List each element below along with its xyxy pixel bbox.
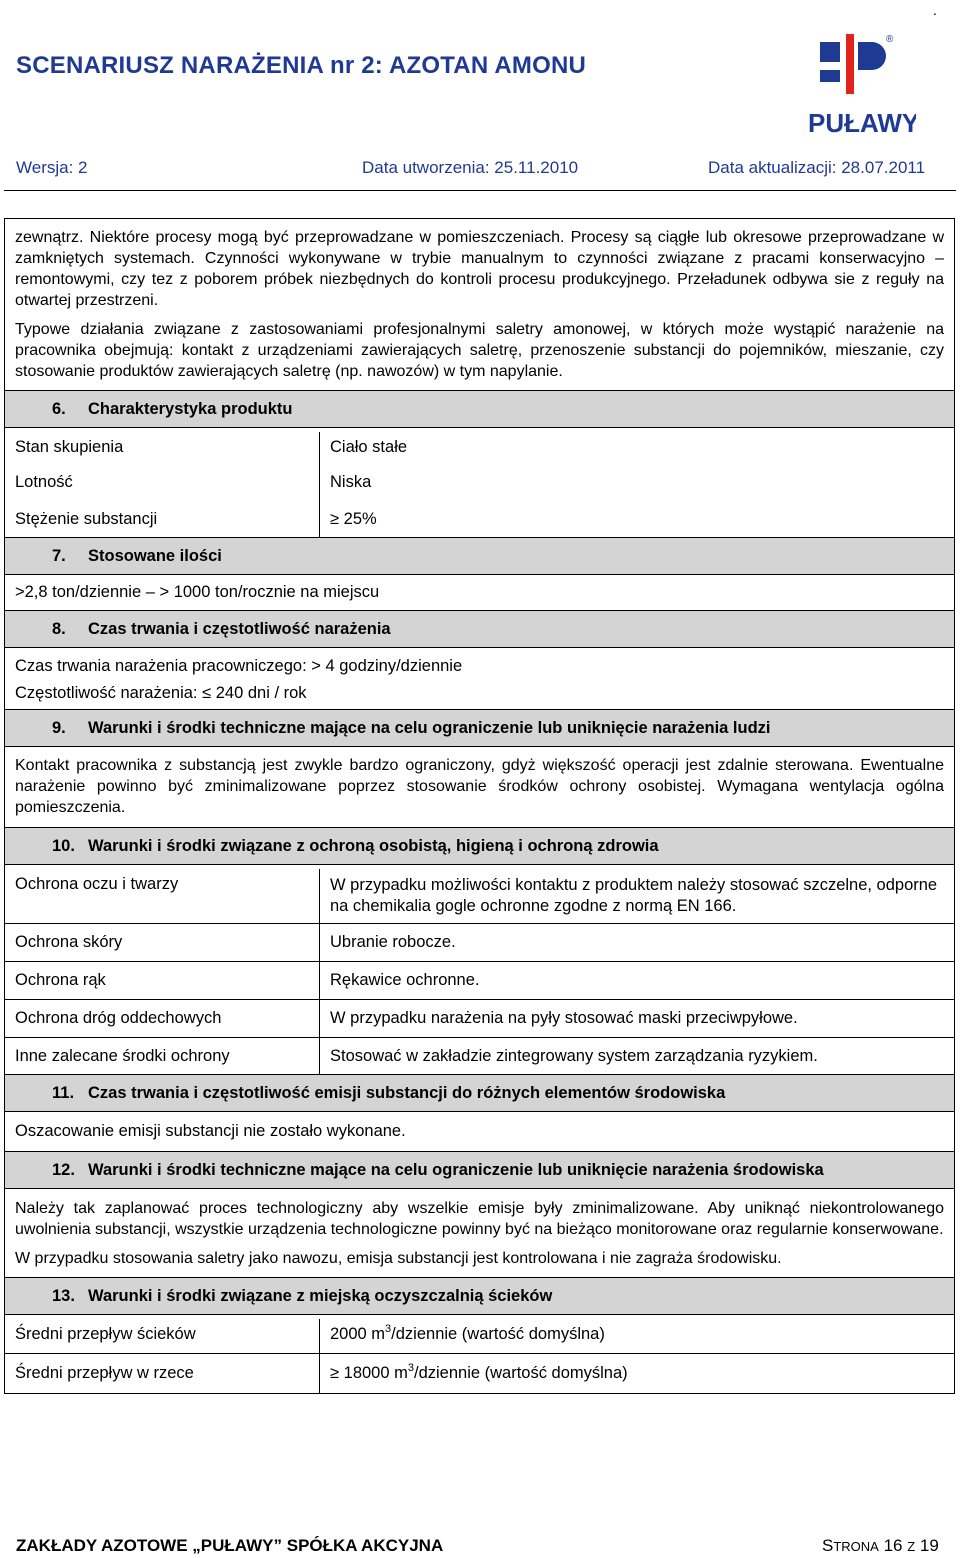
created-date: Data utworzenia: 25.11.2010 xyxy=(362,158,579,177)
page-total: 19 xyxy=(919,1536,939,1555)
table-row xyxy=(5,502,954,537)
section-title: Czas trwania i częstotliwość narażenia xyxy=(88,620,391,638)
row-value xyxy=(319,1354,954,1393)
table-row xyxy=(5,962,954,1000)
section-12-paragraph-1: Należy tak zaplanować proces technologiczny aby wszelkie emisje były zminimalizowane. Aby uniknąć niekontrolowanego uwolnienia substancji, wszystkie urządzenia technologiczne powinny być na bieżąco monitorowane oraz regularnie konserwowane. xyxy=(15,1200,944,1238)
section-12-paragraph-2: W przypadku stosowania saletry jako nawozu, emisja substancji jest kontrolowana i nie zagraża środowisku. xyxy=(15,1250,782,1267)
section-title: Warunki i środki związane z miejską oczyszczalnią ścieków xyxy=(88,1287,553,1305)
section-13-header xyxy=(5,1277,954,1315)
document-title: SCENARIUSZ NARAŻENIA nr 2: AZOTAN AMONU xyxy=(16,52,587,79)
section-number: 7. xyxy=(52,547,66,565)
section-7-text: >2,8 ton/dziennie – > 1000 ton/rocznie na miejscu xyxy=(15,583,380,601)
row-value: W przypadku możliwości kontaktu z produktem należy stosować szczelne, odporne na chemikalia gogle ochronne zgodne z normą EN 166. xyxy=(319,869,954,923)
unit-exponent: 3 xyxy=(407,1362,414,1374)
logo-text: PUŁAWY xyxy=(808,108,916,138)
registered-mark: ® xyxy=(886,34,894,45)
table-row xyxy=(5,924,954,962)
section-number: 10. xyxy=(52,837,75,855)
updated-date: Data aktualizacji: 28.07.2011 xyxy=(708,158,926,177)
section-title: Warunki i środki techniczne mające na celu ograniczenie lub uniknięcie narażenia środowiska xyxy=(88,1161,824,1179)
section-10-header xyxy=(5,827,954,865)
section-number: 8. xyxy=(52,620,66,638)
section-number: 9. xyxy=(52,719,66,737)
intro-paragraph-2: Typowe działania związane z zastosowaniami profesjonalnymi saletry amonowej, w których może wystąpić narażenie na pracownika obejmują: kontakt z urządzeniami zawierających saletrę, przenoszenie substancji do pojemników, mieszanie, czy stosowanie produktów zawierających saletrę (np. nawozów) w tym napylanie. xyxy=(15,321,944,380)
page-current: 16 xyxy=(883,1536,903,1555)
row-value: Ciało stałe xyxy=(319,432,954,463)
section-7-header xyxy=(5,537,954,575)
footer-company: ZAKŁADY AZOTOWE „PUŁAWY” SPÓŁKA AKCYJNA xyxy=(16,1536,444,1555)
row-value: W przypadku narażenia na pyły stosować maski przeciwpyłowe. xyxy=(319,1000,954,1037)
section-11-text: Oszacowanie emisji substancji nie zostało wykonane. xyxy=(15,1122,406,1140)
document-body xyxy=(4,218,955,1394)
section-9-header xyxy=(5,709,954,747)
row-label: Średni przepływ ścieków xyxy=(15,1325,196,1343)
section-title: Warunki i środki techniczne mające na celu ograniczenie lub uniknięcie narażenia ludzi xyxy=(88,719,771,737)
unit-exponent: 3 xyxy=(385,1323,392,1335)
page-label: TRONA xyxy=(833,1539,879,1554)
section-title: Warunki i środki związane z ochroną osobistą, higieną i ochroną zdrowia xyxy=(88,837,659,855)
table-row xyxy=(5,1315,954,1354)
section-title: Stosowane ilości xyxy=(88,547,222,565)
section-number: 11. xyxy=(52,1084,75,1102)
row-label: Ochrona rąk xyxy=(15,971,106,989)
flow-unit: /dziennie (wartość domyślna) xyxy=(391,1325,605,1343)
row-value: Ubranie robocze. xyxy=(319,924,954,961)
page-separator: Z xyxy=(907,1539,916,1554)
table-row xyxy=(5,1354,954,1393)
section-8-header xyxy=(5,610,954,648)
page-number xyxy=(822,1536,939,1556)
section-title: Czas trwania i częstotliwość emisji substancji do różnych elementów środowiska xyxy=(88,1084,726,1102)
section-11-header xyxy=(5,1074,954,1112)
section-6-header xyxy=(5,390,954,428)
row-label: Ochrona oczu i twarzy xyxy=(15,875,179,893)
flow-value: ≥ 18000 m xyxy=(330,1364,408,1382)
intro-paragraph-1: zewnątrz. Niektóre procesy mogą być przeprowadzane w pomieszczeniach. Procesy są ciągłe lub okresowe przeprowadzane w zamkniętych systemach. Czynności wykonywane w trybie manualnym to czynności związane z pracami konserwacyjno – remontowymi, czy tez z poborem próbek niezbędnych do kontroli procesu produkcyjnego. Przeładunek odbywa sie z reguły na otwartej przestrzeni. xyxy=(15,229,944,309)
row-label: Ochrona skóry xyxy=(15,933,123,951)
section-title: Charakterystyka produktu xyxy=(88,400,293,418)
pulawy-logo xyxy=(804,28,916,138)
table-row xyxy=(5,865,954,924)
row-label: Stężenie substancji xyxy=(15,510,158,528)
page-label-initial: S xyxy=(822,1536,834,1555)
table-row xyxy=(5,463,954,502)
exposure-frequency: Częstotliwość narażenia: ≤ 240 dni / rok xyxy=(15,684,307,702)
table-row xyxy=(5,1038,954,1074)
row-value: ≥ 25% xyxy=(319,502,954,537)
table-row xyxy=(5,1000,954,1038)
row-label: Lotność xyxy=(15,473,73,491)
row-value: Niska xyxy=(319,463,954,502)
row-label: Średni przepływ w rzece xyxy=(15,1364,194,1382)
header-divider xyxy=(4,190,956,191)
section-12-header xyxy=(5,1151,954,1189)
header-dot: . xyxy=(933,2,937,18)
flow-value: 2000 m xyxy=(330,1325,386,1343)
section-number: 12. xyxy=(52,1161,75,1179)
row-label: Ochrona dróg oddechowych xyxy=(15,1009,222,1027)
flow-unit: /dziennie (wartość domyślna) xyxy=(413,1364,628,1382)
section-9-text: Kontakt pracownika z substancją jest zwykle bardzo ograniczony, gdyż większość operacji jest zdalnie sterowana. Ewentualne narażenie powinno być zminimalizowane poprzez stosowanie środków ochrony osobistej. Wymagana wentylacja ogólna pomieszczenia. xyxy=(15,757,944,816)
exposure-duration: Czas trwania narażenia pracowniczego: > 4 godziny/dziennie xyxy=(15,657,463,675)
row-value: Rękawice ochronne. xyxy=(319,962,954,999)
section-number: 6. xyxy=(52,400,66,418)
row-value: Stosować w zakładzie zintegrowany system zarządzania ryzykiem. xyxy=(319,1038,954,1074)
row-label: Inne zalecane środki ochrony xyxy=(15,1047,230,1065)
row-value xyxy=(319,1319,954,1353)
table-row xyxy=(5,428,954,463)
pulawy-logo-icon xyxy=(804,28,916,138)
version-label: Wersja: 2 xyxy=(16,158,88,177)
section-number: 13. xyxy=(52,1287,75,1305)
row-label: Stan skupienia xyxy=(15,438,124,456)
